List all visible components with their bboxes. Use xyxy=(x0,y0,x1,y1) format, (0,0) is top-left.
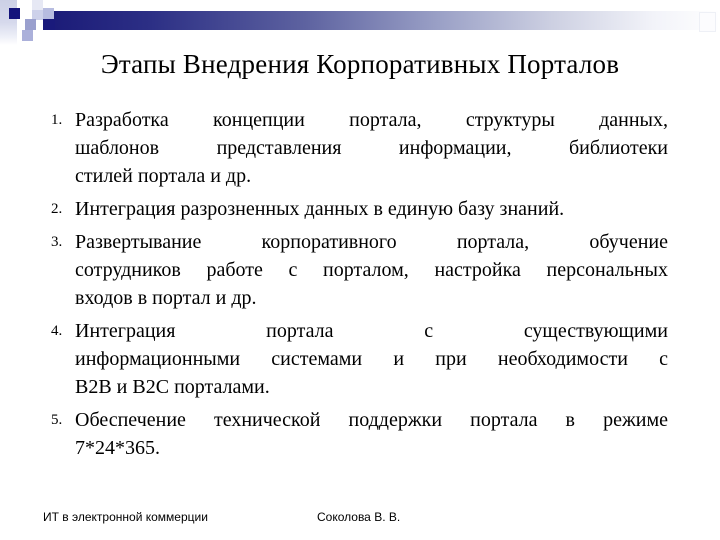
list-item-text-line: Интеграция портала с существующими xyxy=(75,320,668,342)
footer-course-label: ИТ в электронной коммерции xyxy=(43,510,208,524)
deco-square-lavender xyxy=(22,30,33,41)
list-item-number: 3. xyxy=(51,234,63,250)
list-item xyxy=(50,317,668,401)
list-item-text-line: сотрудников работе с порталом, настройка персональных xyxy=(75,259,668,281)
list-item xyxy=(50,195,668,223)
list-item xyxy=(50,406,668,462)
list-item-text-line: B2B и B2C порталами. xyxy=(75,376,270,398)
list-item-number: 5. xyxy=(51,412,63,428)
deco-square-pale xyxy=(32,0,43,10)
deco-square-midlight xyxy=(43,8,54,19)
list-item-text-line: 7*24*365. xyxy=(75,437,160,459)
list-item xyxy=(50,106,668,190)
list-item-text-line: стилей портала и др. xyxy=(75,165,252,187)
list-item-text-line: Разработка концепции портала, структуры данных, xyxy=(75,109,668,131)
slide-title: Этапы Внедрения Корпоративных Порталов xyxy=(100,49,620,79)
deco-square-mid xyxy=(25,19,36,30)
list-item-text-line: информационными системами и при необходимости с xyxy=(75,348,668,370)
deco-square-top-right xyxy=(699,12,716,32)
deco-square-navy-left xyxy=(9,8,20,19)
header-gradient-bar xyxy=(50,11,720,30)
list-item-number: 1. xyxy=(51,112,63,128)
deco-vertical-bar xyxy=(0,0,17,45)
list-item-text-line: шаблонов представления информации, библиотеки xyxy=(75,137,668,159)
footer-author-label: Соколова В. В. xyxy=(317,510,401,524)
list-item-text-line: Интеграция разрозненных данных в единую базу знаний. xyxy=(75,198,565,220)
deco-square-navy-bar xyxy=(43,19,55,30)
list-item-text-line: Обеспечение технической поддержки портала в режиме xyxy=(75,409,668,431)
steps-list xyxy=(50,106,668,467)
list-item xyxy=(50,228,668,312)
list-item-number: 4. xyxy=(51,323,63,339)
list-item-text-line: Развертывание корпоративного портала, обучение xyxy=(75,231,668,253)
list-item-number: 2. xyxy=(51,201,63,217)
list-item-text-line: входов в портал и др. xyxy=(75,287,257,309)
